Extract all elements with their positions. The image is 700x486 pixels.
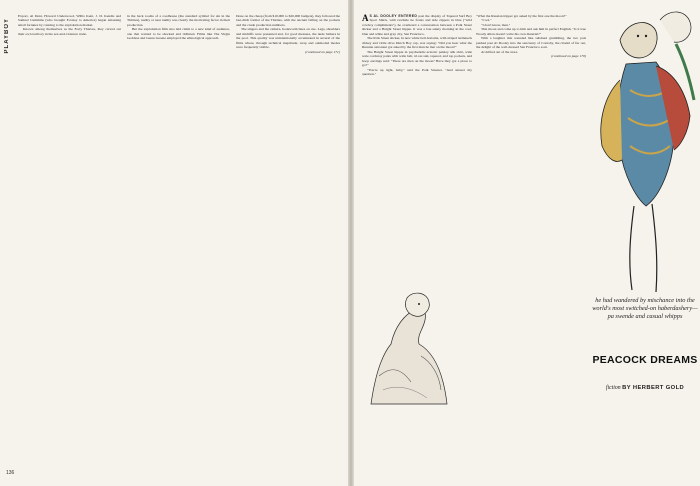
illustration-figures-icon	[590, 0, 700, 300]
byline-author: BY HERBERT GOLD	[622, 385, 685, 391]
inset-illustration	[361, 286, 469, 406]
paragraph: The Haight Street hippie in psychedelic-ecstatic paisley silk shirt, wide wale corduroy pants with wide belt, tri-tas suit, tapered, and top pockets, and hoop earrings said: "There are men on the moon? Have they got a place to go?"	[362, 49, 472, 68]
paragraph: But the exploitation film also laid claim to a new kind of audience, one that wanted to be shocked and titillated. Films like The Virgin Goddess and Guess Greene employed the ethnological approach.	[127, 27, 230, 41]
right-column-2	[476, 14, 586, 472]
story-deck: he had wandered by mischance into the world's most switched-on haberdashery—pa swende and casual whipps	[592, 297, 698, 321]
paragraph	[362, 14, 472, 36]
paragraph: Known among themselves as the Forty Thieves, they carved out their own territory in the sex-and-violence trade.	[18, 27, 121, 36]
page-number: 136	[6, 470, 15, 476]
paragraph: With a laughter that sounded like subdued grumbling, the two pals pushed past Al Dooley into the sanctuary of Cornsby, the citadel of fur out, the delight of the well-dressed San Francisco soul.	[476, 36, 586, 50]
continued-line: (continued on page 171)	[305, 49, 340, 54]
story-title: PEACOCK DREAMS	[592, 354, 698, 366]
paragraph: The singers and the camera, hookworm lines on cue. Legs, shoulders and midriffs were presented and, for good measure, the nude bathers in the pool. This quality was unintentionally accentuated in several of the films where, through technical ineptitude, wrap and outmoded modes were frequently visible.	[236, 27, 340, 50]
byline-lead: fiction	[605, 385, 621, 391]
left-page	[0, 0, 348, 486]
paragraph: Al drifted out of the store.	[481, 49, 519, 54]
paragraph-text: past the display of Tapered Surf Boy Sport Shirts, with rawhide tie fronts and side zippers in blue ("wild cowboy compliments"), he overheard a conversation between a Polk Street slicker and a Haight Street hippie. It was a late sunny morning in the cool, blue and white and gray city, San Francisco.	[362, 14, 472, 36]
paragraph: The Polk Street slicker, in new white bell-bottoms, with striped turtleneck dickey and virile olive Dutch Boy cap, was saying: "Did you hear what the Russian astronaut got asked by the first man he met on the moon?"	[362, 36, 472, 50]
paragraph: "I don't know, man."	[481, 22, 511, 27]
paragraph: "What the Russian tripper got asked by the first one the moon?"	[476, 14, 567, 18]
lead-in: S AL DOOLEY ENTERED	[369, 14, 418, 18]
story-illustration	[590, 0, 700, 300]
right-page	[354, 0, 700, 486]
drop-cap: A	[362, 14, 369, 23]
paragraph: in the back rooms of a roadhouse (the standard symbol for sin in the Thirties), nudity or near nudity was clearly the motivating factor in their production.	[127, 14, 230, 27]
figure-sketch-icon	[361, 286, 469, 406]
paragraph: This moon and come up to him and ask him in perfect English, "Is it true Woody Allen doesn't write his own material?"	[476, 27, 586, 36]
left-column-3	[236, 14, 340, 472]
paragraph: Export, Al Dent, Howard Underwood, Willis Kent, J. D. Kendis and Samuel Cummins (who brought Ecstasy to America) began amassing small fortunes by catering to the exploitation market.	[18, 14, 121, 27]
paragraph: "Cool."	[481, 18, 492, 23]
paragraph: Done on the cheap (from $10,000 to $20,000 budgets), they followed the last-ditch format of the Thirties, with the ancient falling on the pockets and the crude production numbers.	[236, 14, 340, 27]
left-column-2	[127, 14, 230, 472]
continued-line: (continued on page 170)	[551, 54, 586, 59]
byline	[592, 385, 698, 391]
left-column-1	[18, 14, 121, 472]
running-head: PLAYBOY	[4, 18, 10, 54]
paragraph: "You're up tight, baby," said the Polk Streeter. "And answer my question."	[362, 67, 472, 77]
